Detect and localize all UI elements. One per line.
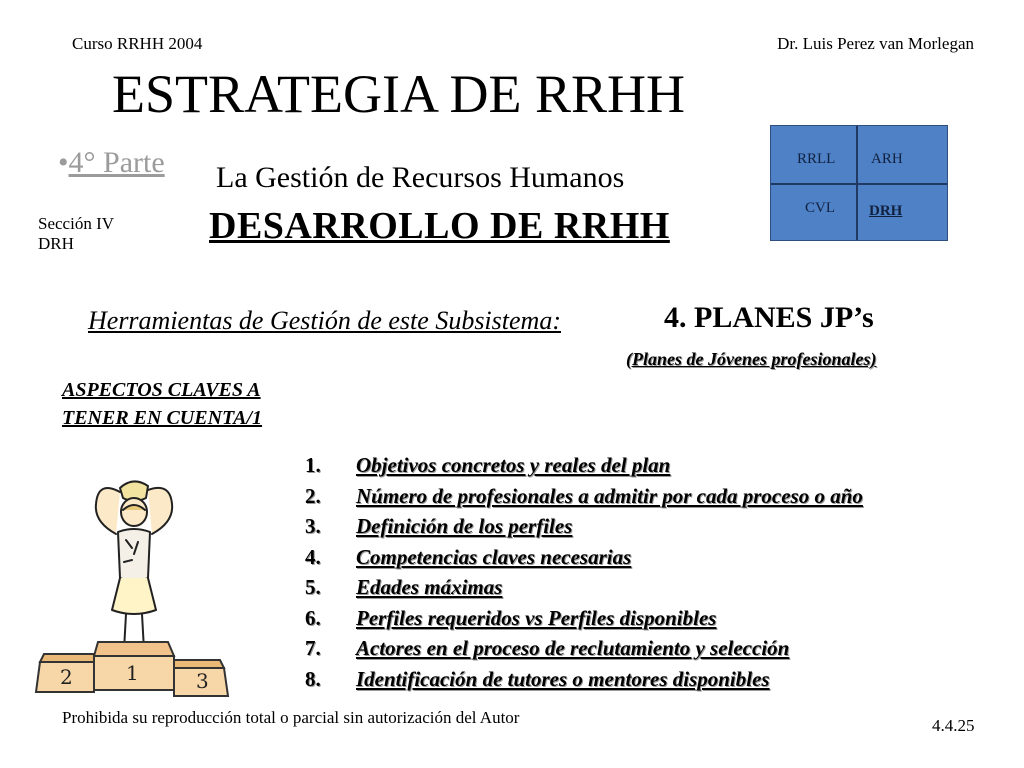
list-item-text: Número de profesionales a admitir por cada proceso o año [356,483,863,508]
list-item [305,481,863,512]
list-item-number: 3. [305,514,321,538]
list-item-text: Edades máximas [356,575,503,599]
list-item-text: Identificación de tutores o mentores disponibles [356,666,770,691]
key-aspects-list [305,450,863,694]
grid-divider-horizontal [771,183,947,185]
main-heading: DESARROLLO DE RRHH [209,205,670,247]
list-item-text: Actores en el proceso de reclutamiento y selección [356,636,790,660]
section-line-2: DRH [38,234,74,253]
list-item-text: Definición de los perfiles [356,514,573,538]
list-item [305,603,863,634]
list-item-number: 8. [305,666,321,691]
third-place-number: 3 [196,669,209,693]
copyright-footer: Prohibida su reproducción total o parcial sin autorización del Autor [62,708,520,727]
aspects-line-1: ASPECTOS CLAVES A [62,379,261,401]
list-item [305,542,863,573]
grid-cell-drh: DRH [869,203,903,219]
list-item [305,572,863,603]
list-item-number: 5. [305,575,321,599]
grid-cell-rrll: RRLL [797,151,836,167]
list-item [305,664,863,695]
slide-title: ESTRATEGIA DE RRHH [112,64,686,124]
section-line-1: Sección IV [38,214,115,233]
aspects-line-2: TENER EN CUENTA/1 [62,407,263,429]
part-text: 4° Parte [68,146,165,179]
plan-title: 4. PLANES JP’s [664,301,874,334]
list-item-text: Objetivos concretos y reales del plan [356,453,671,477]
list-item-text: Perfiles requeridos vs Perfiles disponibles [356,605,717,630]
list-item [305,511,863,542]
list-item [305,450,863,481]
tools-label: Herramientas de Gestión de este Subsistema: [88,306,561,335]
second-place-number: 2 [60,665,73,689]
slide-number: 4.4.25 [932,716,975,735]
list-item [305,633,863,664]
section-label [38,214,114,254]
list-item-number: 1. [305,453,321,477]
list-item-text: Competencias claves necesarias [356,544,632,569]
podium-winner-illustration [28,470,238,700]
course-label: Curso RRHH 2004 [72,34,203,53]
part-label [58,146,165,180]
aspects-heading [62,376,262,432]
slide-subtitle: La Gestión de Recursos Humanos [216,161,625,194]
author-label: Dr. Luis Perez van Morlegan [777,34,974,53]
list-item-number: 4. [305,544,321,569]
list-item-number: 2. [305,483,321,508]
grid-cell-cvl: CVL [805,200,835,216]
list-item-number: 7. [305,636,321,660]
part-bullet: • [58,146,69,179]
list-item-number: 6. [305,605,321,630]
first-place-number: 1 [126,661,139,685]
subsystem-grid [770,125,948,241]
grid-cell-arh: ARH [871,151,903,167]
plan-subtitle: (Planes de Jóvenes profesionales) [626,349,877,369]
